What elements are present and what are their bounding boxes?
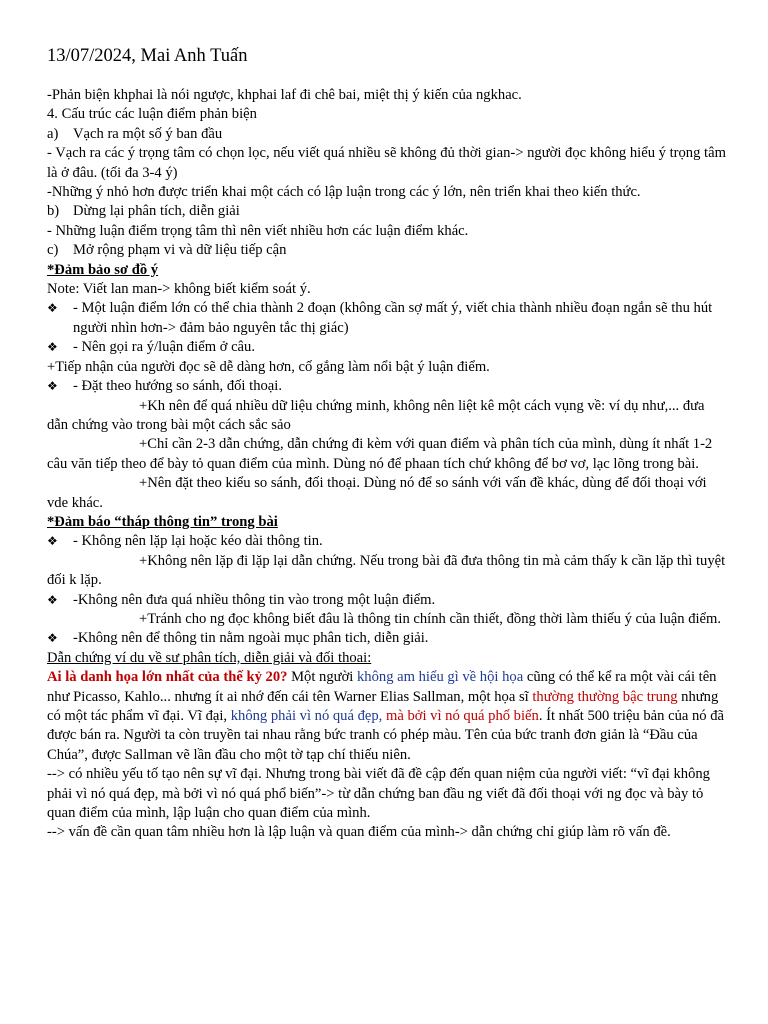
subheading: *Đảm báo “tháp thông tin” trong bài (47, 513, 278, 530)
diamond-bullet-icon: ❖ (47, 534, 58, 549)
bullet-item (47, 338, 727, 357)
paragraph: -Phản biện khphai là nói ngược, khphai laf đi chê bai, miệt thị ý kiến của ngkhac. (47, 87, 522, 103)
list-label: c) (47, 242, 59, 259)
diamond-bullet-icon: ❖ (47, 631, 58, 646)
bullet-item (47, 591, 727, 610)
bullet-item (47, 299, 727, 338)
diamond-bullet-icon: ❖ (47, 340, 58, 355)
highlight-blue: không am hiểu gì về hội họa (357, 669, 524, 686)
subheading: *Đảm bảo sơ đồ ý (47, 261, 159, 278)
diamond-bullet-icon: ❖ (47, 592, 58, 607)
list-item (47, 125, 727, 144)
list-text: Mở rộng phạm vi và dữ liệu tiếp cận (73, 242, 287, 259)
section-heading: 4. Cấu trúc các luận điểm phản biện (47, 106, 257, 123)
document-body (47, 44, 727, 843)
bullet-text: -Không nên đưa quá nhiều thông tin vào trong một luận điểm. (73, 591, 436, 608)
bullet-text: - Đặt theo hướng so sánh, đối thoại. (73, 378, 282, 395)
highlight-red: thường thường bậc trung (532, 688, 678, 705)
example-heading: Dẫn chứng ví du về sư phân tích, diễn giải và đối thoai: (47, 649, 372, 666)
example-question: Ai là danh họa lớn nhất của thế kỷ 20? (47, 669, 288, 686)
note: Note: Viết lan man-> không biết kiểm soát ý. (47, 281, 311, 298)
conclusion-paragraph: --> vấn đề cần quan tâm nhiều hơn là lập luận và quan điểm của mình-> dẫn chứng chỉ giúp làm rõ vấn đề. (47, 824, 671, 841)
list-label: b) (47, 203, 60, 220)
bullet-text: - Nên gọi ra ý/luận điểm ở câu. (73, 339, 255, 356)
list-label: a) (47, 125, 59, 142)
list-item (47, 202, 727, 221)
bullet-text: -Không nên để thông tin nằm ngoài mục phân tich, diễn giải. (73, 630, 429, 647)
paragraph: - Vạch ra các ý trọng tâm có chọn lọc, nếu viết quá nhiều sẽ không đủ thời gian-> người đọc không hiểu ý trọng tâm là ở đâu. (tối đa 3-4 ý) (47, 145, 726, 181)
document-title: 13/07/2024, Mai Anh Tuấn (47, 46, 248, 66)
paragraph: +Tiếp nhận của người đọc sẽ dễ dàng hơn, cố gắng làm nổi bật ý luận điểm. (47, 358, 490, 375)
indented-paragraph: +Nên đặt theo kiểu so sánh, đối thoại. Dùng nó để so sánh với vấn đề khác, dùng để đối thoại với vde khác. (47, 475, 707, 511)
highlight-red: mà bởi vì nó quá phổ biến (385, 708, 539, 724)
bullet-item (47, 629, 727, 648)
list-text: Dừng lại phân tích, diễn giải (73, 203, 240, 220)
list-item (47, 241, 727, 260)
paragraph: -Những ý nhỏ hơn được triển khai một cách có lập luận trong các ý lớn, nên triển khai theo kiến thức. (47, 184, 641, 201)
bullet-item (47, 377, 727, 396)
conclusion-paragraph: --> có nhiều yếu tố tạo nên sự vĩ đại. Nhưng trong bài viết đã đề cập đến quan niệm của người viết: “vĩ đại không phải vì nó quá đẹp, mà bởi vì nó quá phổ biến”-> từ dẫn chứng ban đầu ng viết đã đối thoại với ng đọc và bày tỏ quan điểm của mình, lập luận cho quan điểm của mình. (47, 766, 710, 822)
paragraph: - Những luận điểm trọng tâm thì nên viết nhiều hơn các luận điểm khác. (47, 222, 469, 239)
example-paragraph (47, 668, 727, 765)
bullet-item (47, 532, 727, 551)
example-text: . Ít nhất 500 triệu bản của nó đã được bán ra. Người ta còn truyền tai nhau rằng bức tranh có phép màu. Tên của bức tranh đơn giản là “Đầu của Chúa”, được Sallman vẽ lần đầu cho một tờ tạp chí thiếu niên. (47, 708, 725, 763)
example-text: nhưng có một tác phẩm vĩ đại. Vĩ đại, (47, 688, 719, 724)
bullet-text: - Không nên lặp lại hoặc kéo dài thông tin. (73, 533, 323, 550)
list-text: Vạch ra một số ý ban đầu (73, 125, 223, 142)
indented-paragraph: +Không nên lặp đi lặp lại dẫn chứng. Nếu trong bài đã đưa thông tin mà cảm thấy k cần lặp thì tuyệt đối k lặp. (47, 552, 726, 589)
indented-paragraph: +Chỉ cần 2-3 dẫn chứng, dẫn chứng đi kèm với quan điểm và phân tích của mình, dùng ít nhất 1-2 câu văn tiếp theo để bày tỏ quan điểm của mình. Dùng nó để phaan tích chứ không để bơ vơ, lạc lõng trong bài. (47, 436, 713, 472)
indented-paragraph: +Tránh cho ng đọc không biết đâu là thông tin chính cần thiết, đồng thời làm thiếu ý của luận điểm. (139, 610, 722, 627)
highlight-blue: không phải vì nó quá đẹp, (230, 708, 383, 724)
bullet-text: - Một luận điểm lớn có thể chia thành 2 đoạn (không cần sợ mất ý, viết chia thành nhiều đoạn ngắn sẽ thu hút người nhìn hơn-> đảm bảo nguyên tắc thị giác) (73, 300, 713, 336)
diamond-bullet-icon: ❖ (47, 301, 58, 316)
diamond-bullet-icon: ❖ (47, 379, 58, 394)
example-text: Một người (287, 669, 357, 686)
indented-paragraph: +Kh nên để quá nhiều dữ liệu chứng minh, không nên liệt kê một cách vụng về: ví dụ như,... đưa dẫn chứng vào trong bài một cách sắc sảo (47, 397, 705, 433)
example-text: cũng có thể kể ra một vài cái tên như Picasso, Kahlo... nhưng ít ai nhớ đến cái tên Warner Elias Sallman, một họa sĩ (47, 669, 717, 705)
